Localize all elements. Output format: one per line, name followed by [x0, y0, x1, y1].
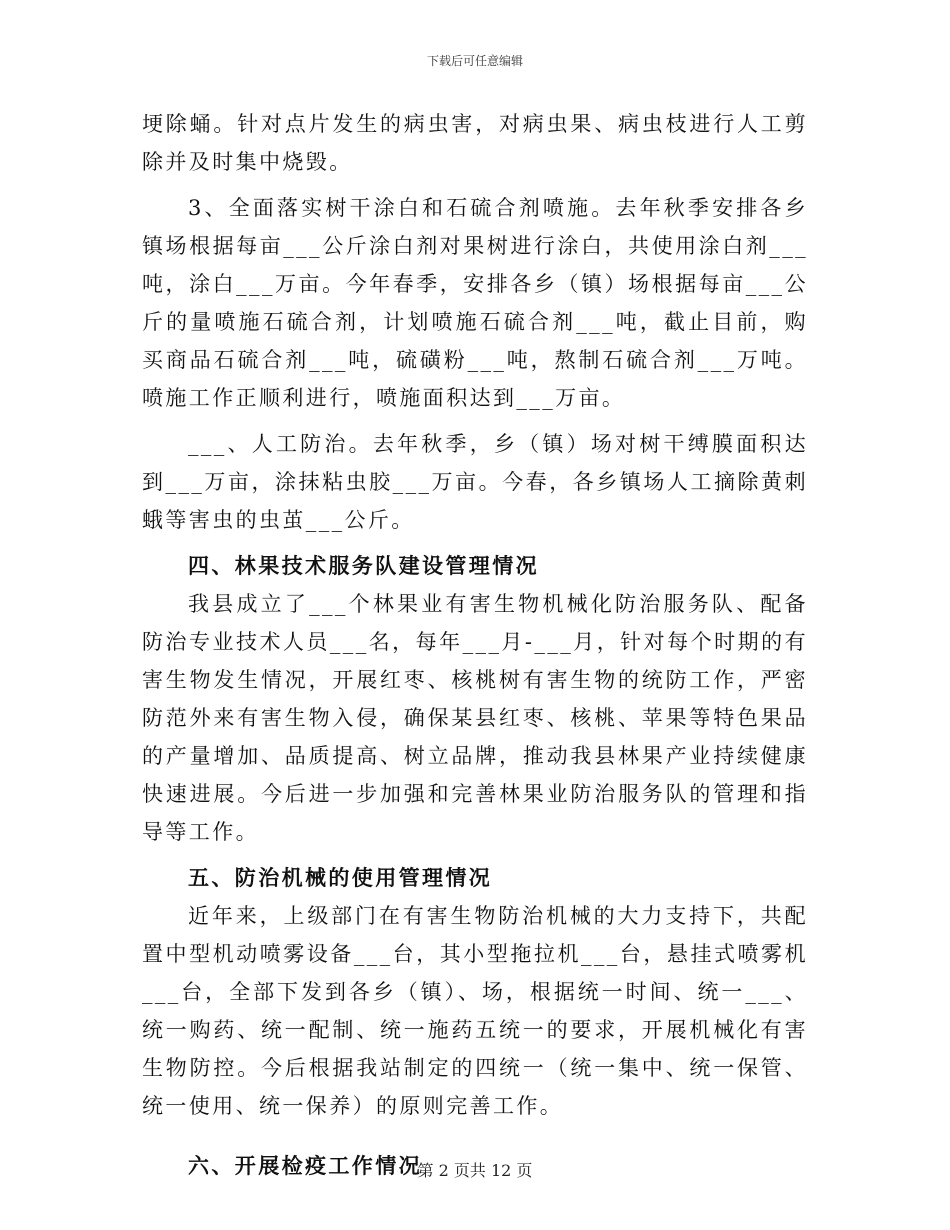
section-heading-4: 四、林果技术服务队建设管理情况: [188, 553, 539, 578]
paragraph-machinery: 近年来，上级部门在有害生物防治机械的大力支持下，共配置中型机动喷雾设备___台，其小型拖拉机___台，悬挂式喷雾机___台，全部下发到各乡（镇）、场，根据统一时间、统一___、统一购药、统一配制、统一施药五统一的要求，开展机械化有害生物防控。今后根据我站制定的四统一（统一集中、统一保管、统一使用、统一保养）的原则完善工作。: [142, 904, 808, 1118]
paragraph-continued: 埂除蛹。针对点片发生的病虫害，对病虫果、病虫枝进行人工剪除并及时集中烧毁。: [142, 112, 808, 174]
section-heading-5: 五、防治机械的使用管理情况: [188, 865, 493, 890]
paragraph-whitewash-lime-sulfur: 3、全面落实树干涂白和石硫合剂喷施。去年秋季安排各乡镇场根据每亩___公斤涂白剂对果树进行涂白，共使用涂白剂___吨，涂白___万亩。今年春季，安排各乡（镇）场根据每亩___公斤的量喷施石硫合剂，计划喷施石硫合剂___吨，截止目前，购买商品石硫合剂___吨，硫磺粉___吨，熬制石硫合剂___万吨。喷施工作正顺利进行，喷施面积达到___万亩。: [142, 196, 808, 410]
page-number: 第 2 页共 12 页: [417, 1161, 533, 1180]
paragraph-service-team: 我县成立了___个林果业有害生物机械化防治服务队、配备防治专业技术人员___名，每年___月-___月，针对每个时期的有害生物发生情况，开展红枣、核桃树有害生物的统防工作，严密防范外来有害生物入侵，确保某县红枣、核桃、苹果等特色果品的产量增加、品质提高、树立品牌，推动我县林果产业持续健康快速进展。今后进一步加强和完善林果业防治服务队的管理和指导等工作。: [142, 592, 808, 844]
page-header: 下载后可任意编辑: [426, 54, 523, 68]
paragraph-manual-control: ___、人工防治。去年秋季，乡（镇）场对树干缚膜面积达到___万亩，涂抹粘虫胶___万亩。今春，各乡镇场人工摘除黄刺蛾等害虫的虫茧___公斤。: [142, 432, 808, 532]
section-heading-6: 六、开展检疫工作情况: [188, 1153, 422, 1178]
document-body: [142, 105, 808, 1185]
